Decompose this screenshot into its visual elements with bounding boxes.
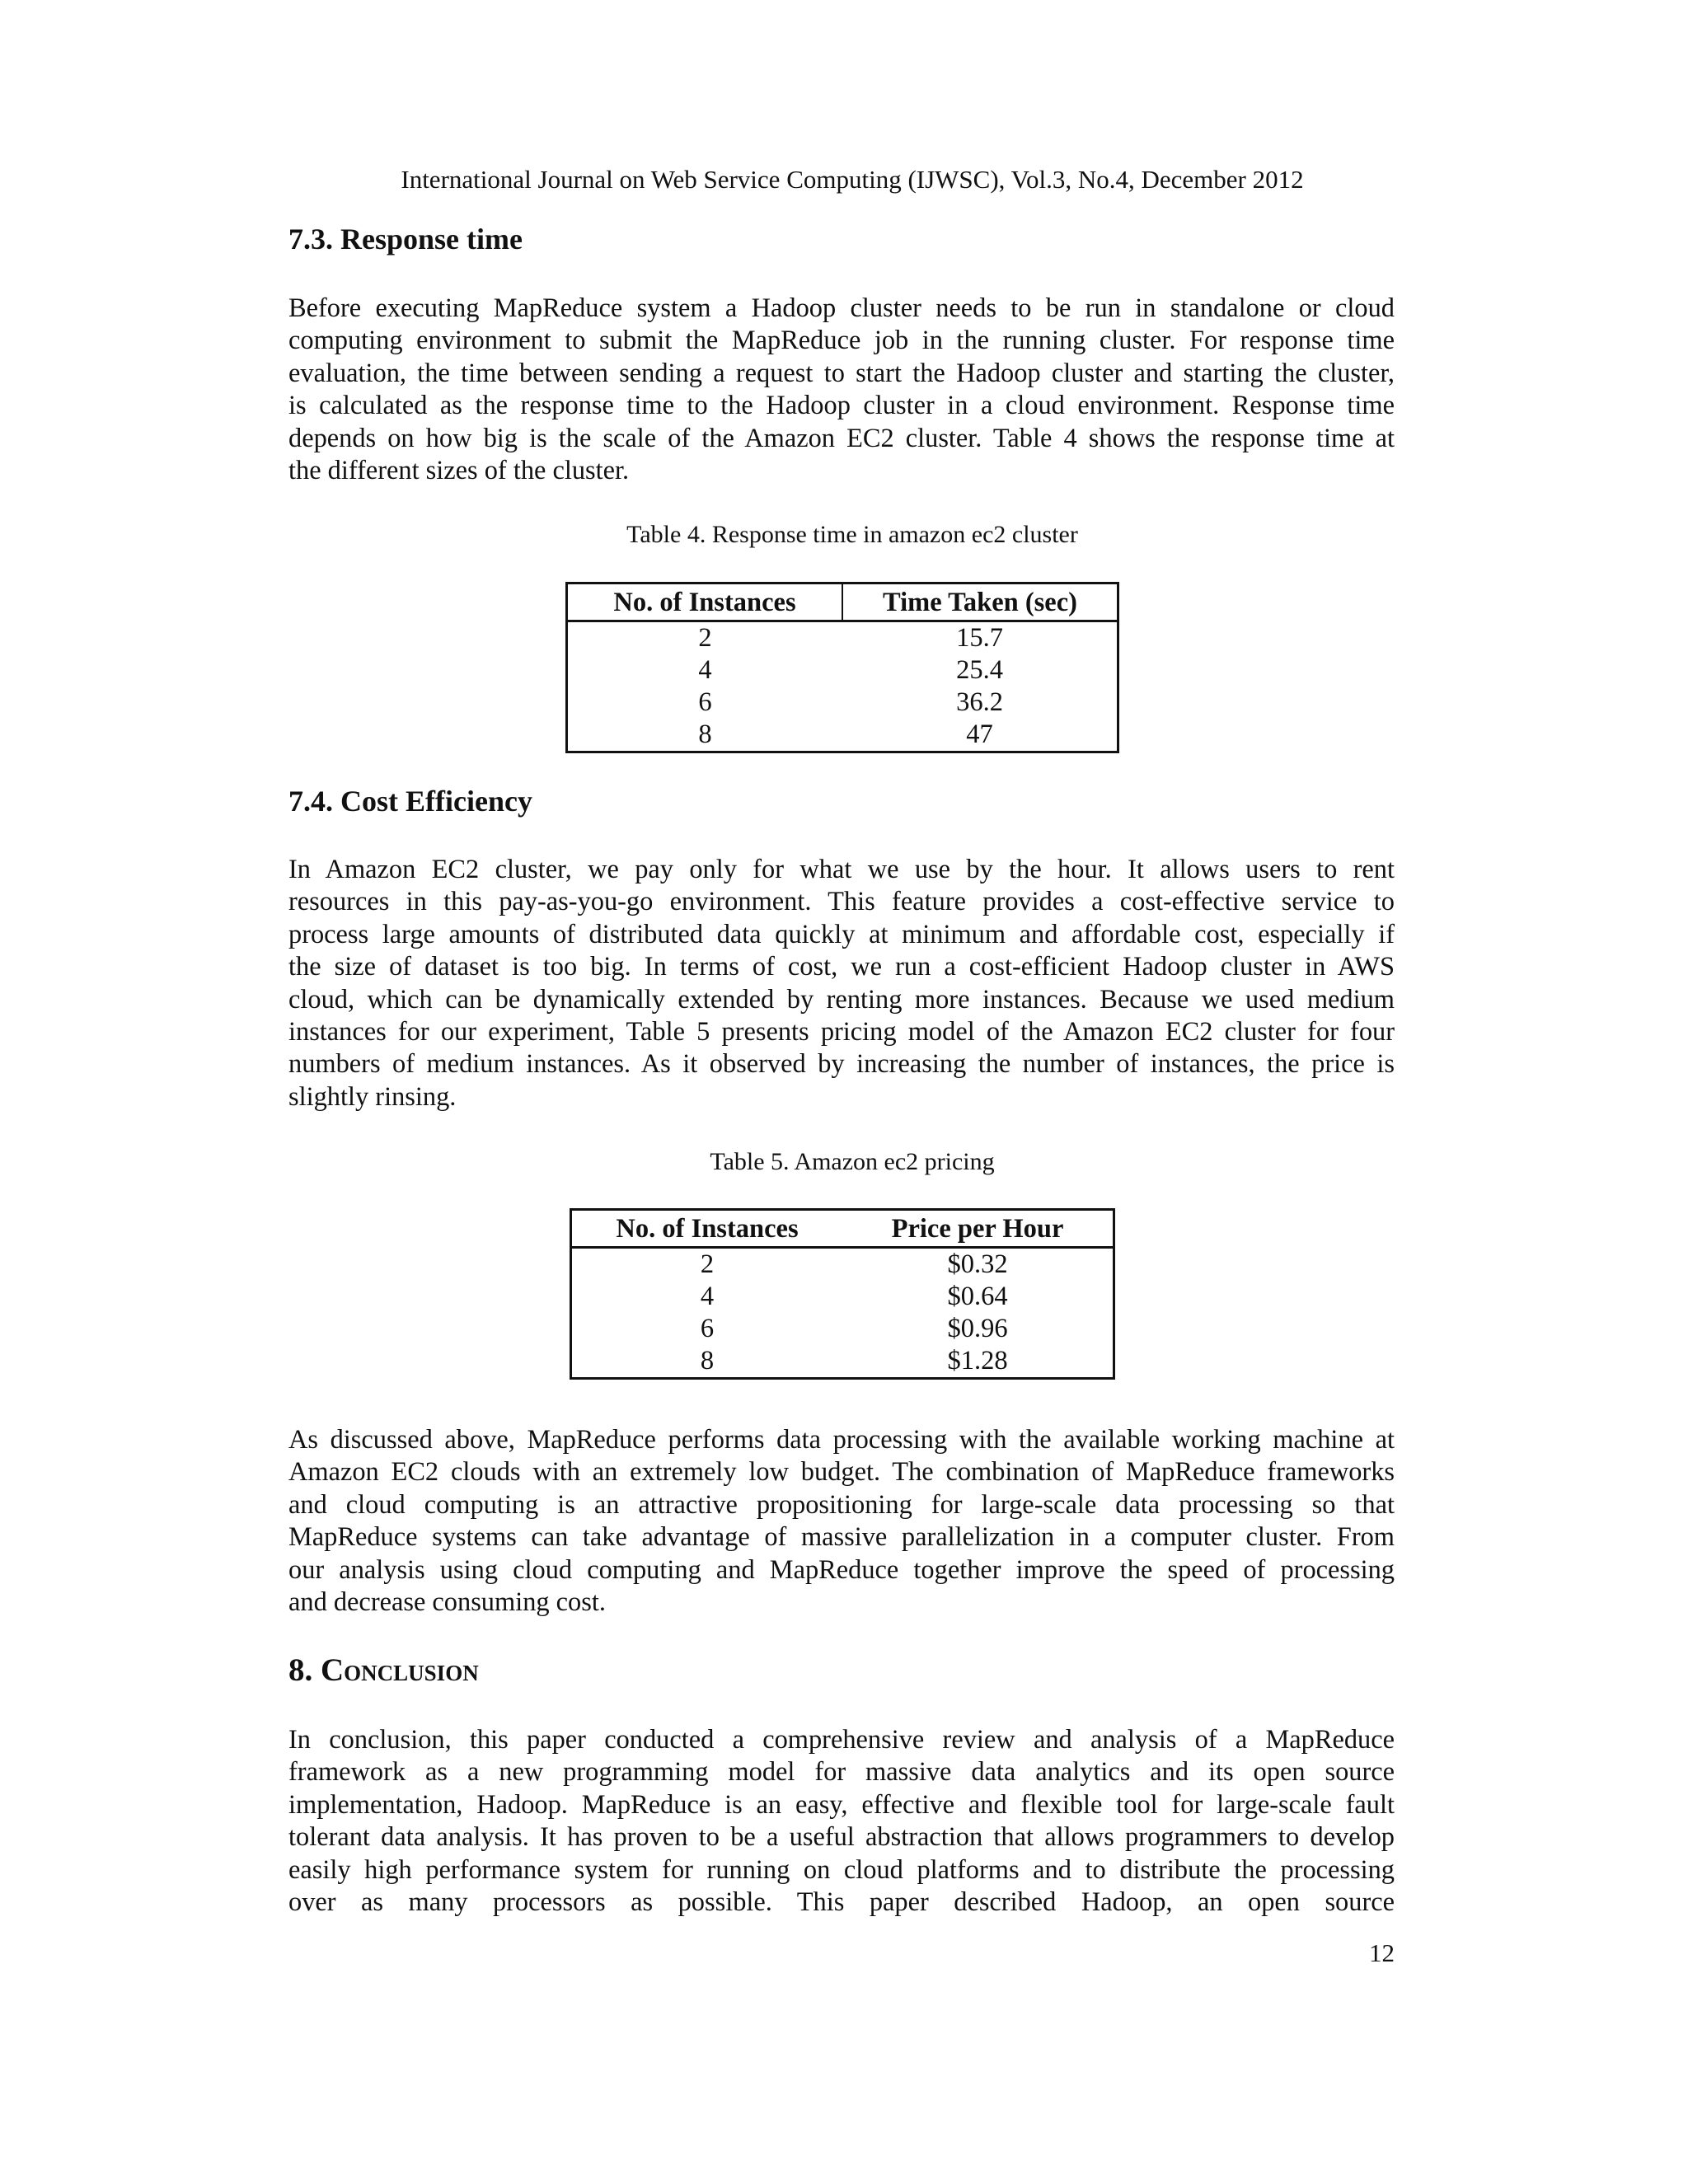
paragraph-response-time <box>288 293 1395 487</box>
text-line: instances for our experiment, Table 5 presents pricing model of the Amazon EC2 cluster for four <box>288 1017 1395 1047</box>
text-line: In conclusion, this paper conducted a comprehensive review and analysis of a MapReduce <box>288 1725 1395 1755</box>
text-line: the different sizes of the cluster. <box>288 456 630 486</box>
table-cell: $0.64 <box>947 1282 1008 1311</box>
section-heading-conclusion <box>288 1651 479 1690</box>
text-line: numbers of medium instances. As it observed by increasing the number of instances, the price is <box>288 1049 1395 1080</box>
table-cell: 6 <box>700 1314 715 1343</box>
paragraph-conclusion <box>288 1724 1395 1919</box>
table-cell: $0.32 <box>947 1249 1008 1279</box>
table-cell: 15.7 <box>956 623 1003 653</box>
table-header-row <box>571 1210 1114 1248</box>
table-cell: 25.4 <box>956 655 1003 685</box>
text-line: easily high performance system for running on cloud platforms and to distribute the processing <box>288 1854 1395 1885</box>
column-header: No. of Instances <box>571 1210 843 1248</box>
table-cell: 8 <box>698 719 712 749</box>
table-cell: 6 <box>698 687 712 717</box>
text-line: As discussed above, MapReduce performs data processing with the available working machine at <box>288 1425 1395 1455</box>
table-cell: 4 <box>700 1282 715 1311</box>
table-row <box>571 1248 1114 1282</box>
table-5-caption: Table 5. Amazon ec2 pricing <box>710 1148 995 1175</box>
table-cell: $1.28 <box>947 1346 1008 1376</box>
text-line: over as many processors as possible. This paper described Hadoop, an open source <box>288 1887 1395 1918</box>
column-header: Time Taken (sec) <box>842 583 1118 621</box>
page-number: 12 <box>1369 1938 1395 1967</box>
text-line: the size of dataset is too big. In terms of cost, we run a cost-efficient Hadoop cluster in AWS <box>288 952 1395 982</box>
text-line: evaluation, the time between sending a request to start the Hadoop cluster and starting the cluster, <box>288 358 1395 388</box>
table-row <box>567 719 1118 752</box>
text-line: In Amazon EC2 cluster, we pay only for what we use by the hour. It allows users to rent <box>288 855 1395 884</box>
table-5-pricing <box>570 1208 1115 1380</box>
table-cell: 8 <box>700 1346 715 1376</box>
text-line: and cloud computing is an attractive propositioning for large-scale data processing so that <box>288 1489 1395 1520</box>
paragraph-cost-efficiency <box>288 854 1395 1113</box>
table-4-caption: Table 4. Response time in amazon ec2 cluster <box>626 521 1078 548</box>
table-cell: 4 <box>698 655 712 685</box>
text-line: our analysis using cloud computing and MapReduce together improve the speed of processing <box>288 1554 1395 1585</box>
section-title: Conclusion <box>321 1652 479 1688</box>
column-header: No. of Instances <box>567 583 843 621</box>
text-line: slightly rinsing. <box>288 1081 457 1112</box>
table-row <box>567 621 1118 655</box>
text-line: resources in this pay-as-you-go environment. This feature provides a cost-effective service to <box>288 887 1395 917</box>
text-line: MapReduce systems can take advantage of massive parallelization in a computer cluster. From <box>288 1522 1395 1553</box>
table-cell: 36.2 <box>956 687 1003 717</box>
text-line: and decrease consuming cost. <box>288 1587 606 1618</box>
section-heading-7-4: 7.4. Cost Efficiency <box>288 785 532 818</box>
text-line: cloud, which can be dynamically extended by renting more instances. Because we used medium <box>288 984 1395 1015</box>
paragraph-discussion <box>288 1424 1395 1619</box>
table-row <box>567 687 1118 719</box>
table-cell: 47 <box>966 719 993 749</box>
table-row <box>571 1313 1114 1345</box>
running-header: International Journal on Web Service Computing (IJWSC), Vol.3, No.4, December 2012 <box>401 165 1304 194</box>
table-cell: 2 <box>698 623 712 653</box>
text-line: framework as a new programming model for massive data analytics and its open source <box>288 1757 1395 1788</box>
table-cell: $0.96 <box>947 1314 1008 1343</box>
text-line: computing environment to submit the MapReduce job in the running cluster. For response time <box>288 326 1395 356</box>
text-line: Amazon EC2 clouds with an extremely low budget. The combination of MapReduce frameworks <box>288 1457 1395 1488</box>
table-row <box>571 1281 1114 1313</box>
table-4-response-time <box>565 582 1119 753</box>
text-line: process large amounts of distributed data quickly at minimum and affordable cost, especially if <box>288 919 1395 949</box>
text-line: is calculated as the response time to the Hadoop cluster in a cloud environment. Response time <box>288 391 1395 421</box>
table-header-row <box>567 583 1118 621</box>
column-header: Price per Hour <box>842 1210 1114 1248</box>
section-heading-7-3: 7.3. Response time <box>288 223 523 255</box>
table-row <box>571 1345 1114 1379</box>
text-line: tolerant data analysis. It has proven to be a useful abstraction that allows programmers to develop <box>288 1822 1395 1853</box>
text-line: Before executing MapReduce system a Hadoop cluster needs to be run in standalone or cloud <box>288 293 1395 323</box>
table-row <box>567 654 1118 687</box>
table-cell: 2 <box>700 1249 715 1279</box>
section-number: 8. <box>288 1652 313 1688</box>
text-line: implementation, Hadoop. MapReduce is an easy, effective and flexible tool for large-scale fault <box>288 1789 1395 1820</box>
text-line: depends on how big is the scale of the Amazon EC2 cluster. Table 4 shows the response time at <box>288 423 1395 453</box>
